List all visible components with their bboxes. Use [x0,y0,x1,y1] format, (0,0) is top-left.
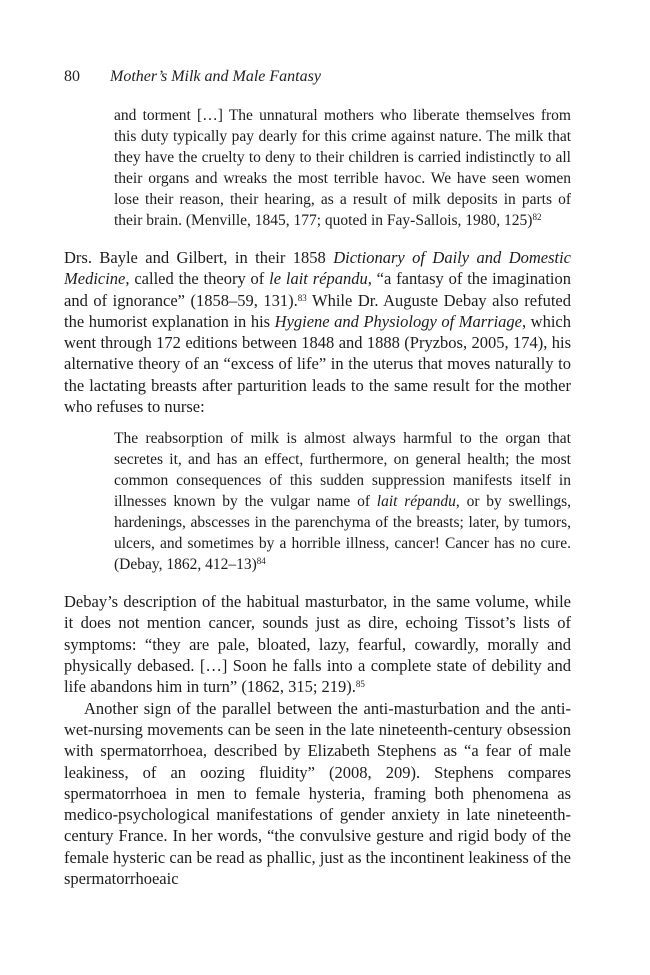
footnote-ref-84[interactable]: 84 [256,555,266,566]
running-title: Mother’s Milk and Male Fantasy [110,68,321,85]
text-run: , called the theory of [125,269,270,289]
quote-text: and torment […] The unnatural mothers who liberate themselves from this duty typically pay dearly for this crime against nature. The milk that they have the cruelty to deny to their children is carried indistinctly to all their organs and wreaks the most terrible havoc. We have seen women lose their reason, their hearing, as a result of milk deposits in parts of their brain. (Menville, 1845, 177; quoted in Fay-Sallois, 1980, 125) [114,107,571,229]
paragraph-text: Another sign of the parallel between the anti-masturbation and the anti-wet-nursing movements can be seen in the late nineteenth-century obsession with spermatorrhoea, described by Elizabeth Stephens as “a fear of male leakiness, of an oozing fluidity” (2008, 209). Stephens compares spermatorrhoea in men to female hysteria, framing both phenomena as medico-psychological manifestations of gender anxiety in late nineteenth-century France. In her words, “the convulsive gesture and rigid body of the female hysteric can be read as phallic, just as the incontinent leakiness of the spermatorrhoeaic [64,698,571,889]
block-quote-menville [114,106,571,231]
italic-term-lait-repandu: le lait répandu [269,269,368,289]
italic-term-lait-repandu: lait répandu [376,493,456,511]
page-number: 80 [64,68,80,85]
quote-text: The reabsorption of milk is almost always harmful to the organ that secretes it, and has an effect, furthermore, on general health; the most common consequences of this sudden suppression manifests itself in illnesses known by the vulgar name of [114,430,571,511]
block-quote-debay [114,429,571,575]
paragraph-bayle-gilbert [64,247,571,417]
text-run: While Dr. Auguste Debay also refuted the humorist explanation in his [64,290,572,331]
footnote-ref-85[interactable]: 85 [355,679,365,690]
text-run: , “a fantasy of the imagination and of ignorance” (1858–59, 131). [64,269,572,310]
quote-text: , or by swellings, hardenings, abscesses in the parenchyma of the breasts; later, by tumors, ulcers, and sometimes by a horrible illness, cancer! Cancer has no cure. (Debay, 1862, 412–13) [114,493,571,573]
paragraph-text: Debay’s description of the habitual masturbator, in the same volume, while it does not mention cancer, sounds just as dire, echoing Tissot’s lists of symptoms: “they are pale, bloated, lazy, fearful, cowardly, morally and physically debased. […] Soon he falls into a complete state of debility and life abandons him in turn” (1862, 315; 219). [64,592,571,697]
footnote-ref-82[interactable]: 82 [532,211,542,222]
footnote-ref-83[interactable]: 83 [297,292,307,303]
paragraph-spermatorrhoea [64,698,571,890]
running-head [64,68,321,86]
text-run: Drs. Bayle and Gilbert, in their 1858 [64,247,334,267]
italic-title-hygiene: Hygiene and Physiology of Marriage [274,311,522,331]
paragraph-debay-masturbator [64,591,571,697]
text-run: , which went through 172 editions between 1848 and 1888 (Pryzbos, 2005, 174), his alternative theory of an “excess of life” in the uterus that moves naturally to the lactating breasts after parturition leads to the same result for the mother who refuses to nurse: [64,311,571,417]
italic-title-dictionary: Dictionary of Daily and Domestic Medicine [64,247,572,289]
text-block [64,98,571,889]
